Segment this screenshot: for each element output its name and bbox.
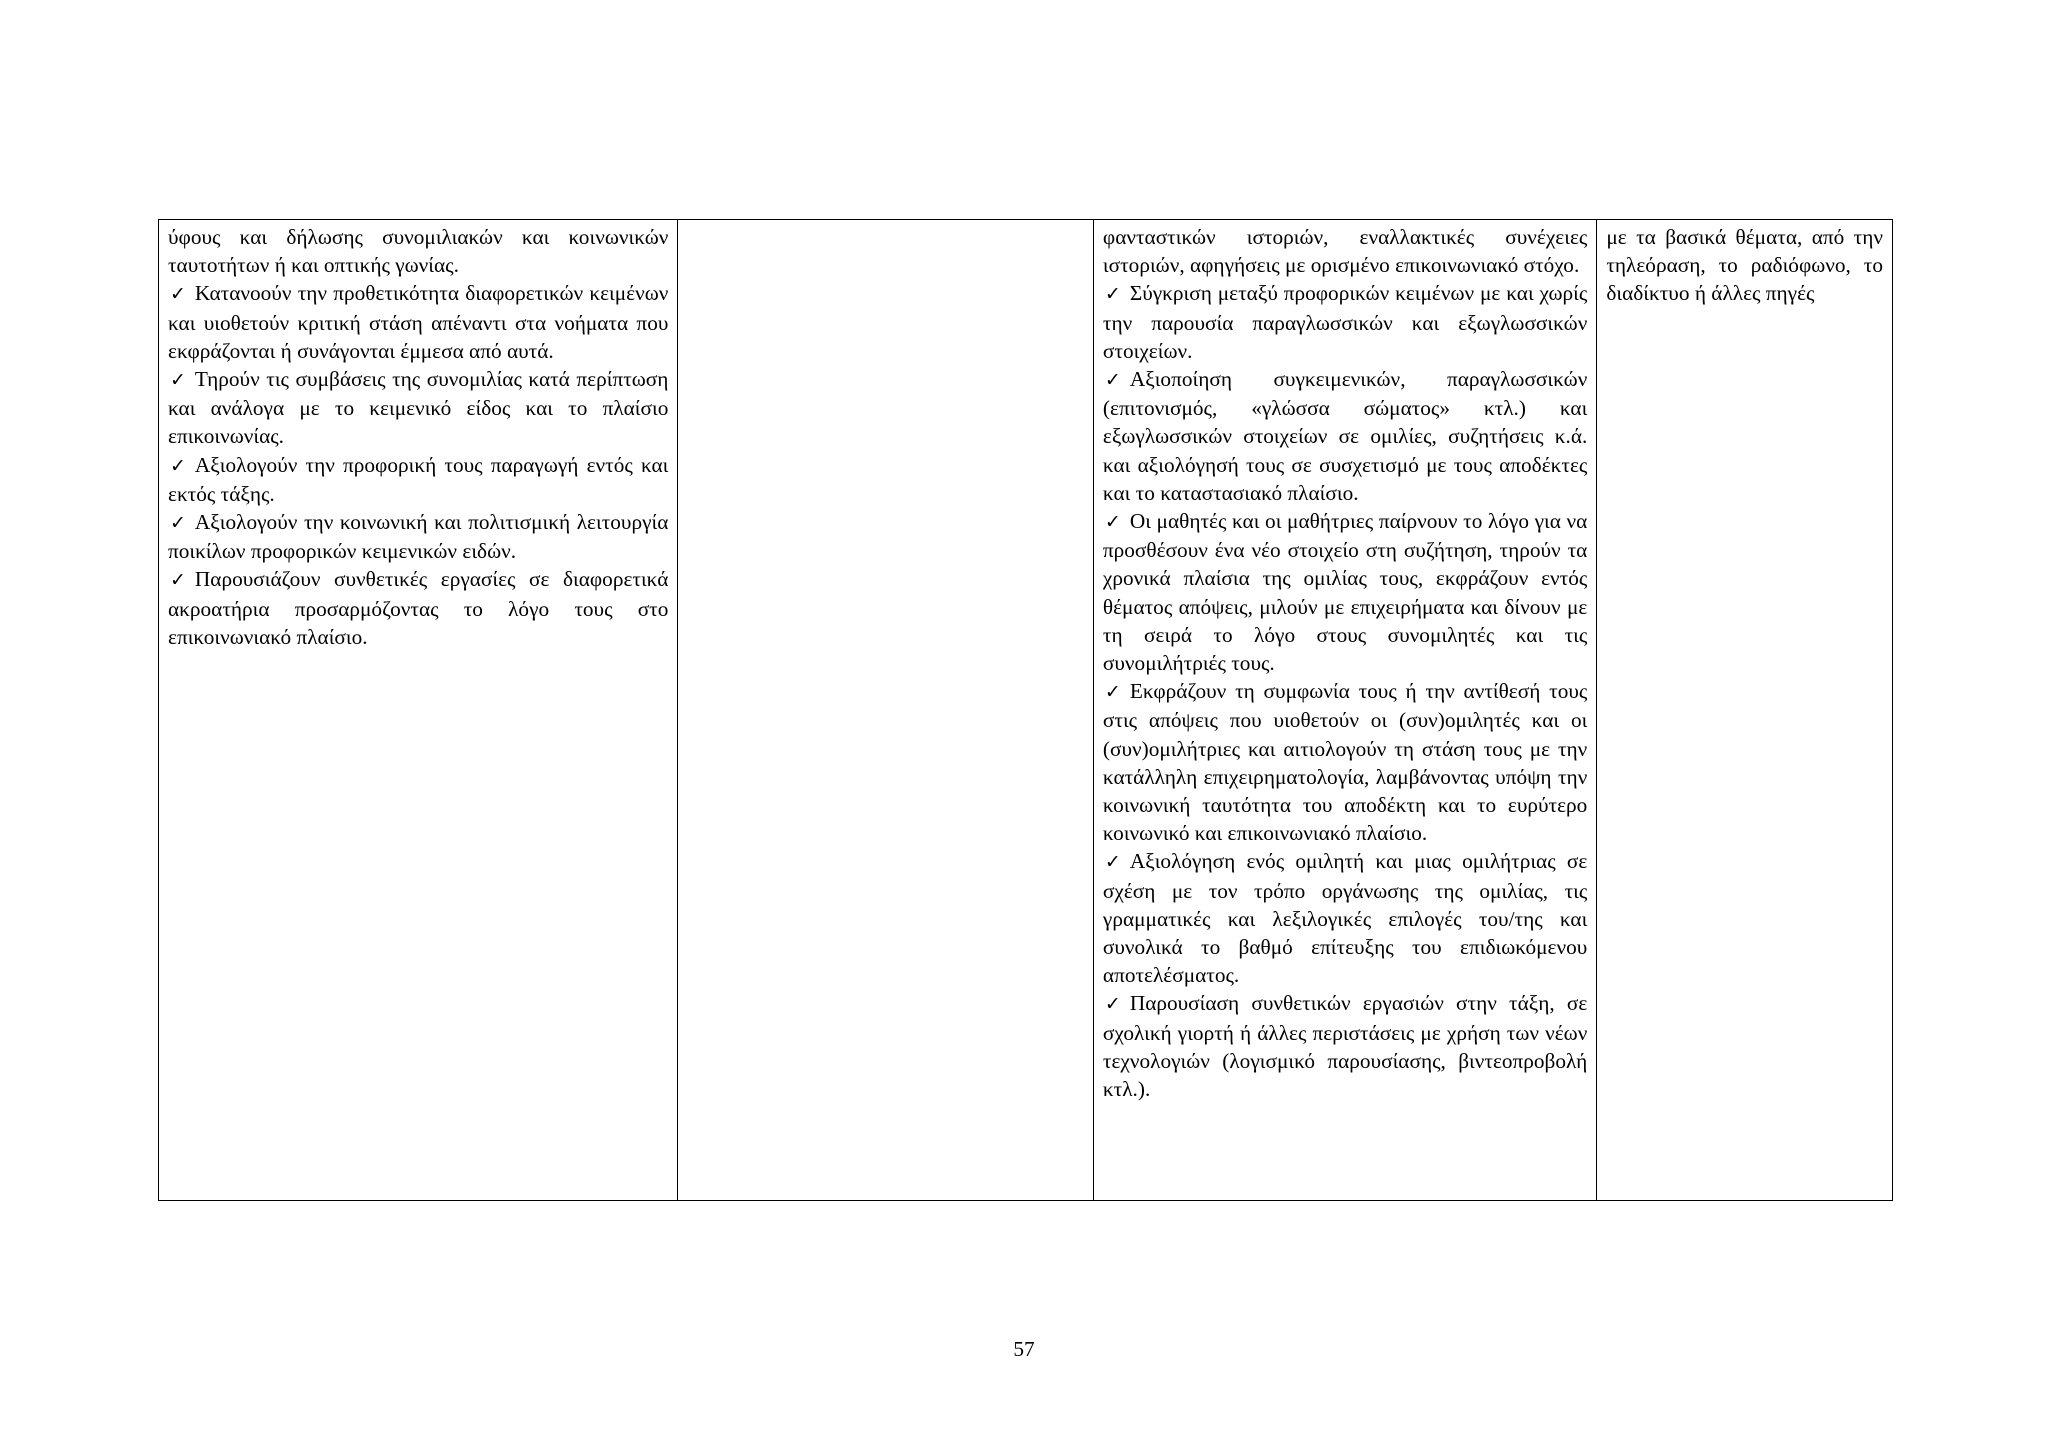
list-item-text: Αξιολογούν την προφορική τους παραγωγή εντός και εκτός τάξης.	[168, 452, 669, 506]
page-number: 57	[1013, 1337, 1035, 1361]
list-item	[1103, 279, 1587, 365]
checkmark-icon: ✓	[170, 512, 186, 535]
list-item-text: Σύγκριση μεταξύ προφορικών κειμένων με και χωρίς την παρουσία παραγλωσσικών και εξωγλωσσικών στοιχείων.	[1102, 281, 1588, 363]
checkmark-icon: ✓	[170, 283, 186, 306]
table-cell-activities	[1094, 220, 1597, 1200]
curriculum-table	[158, 219, 1893, 1201]
cell-text: με τα βασικά θέματα, από την τηλεόραση, το ραδιόφωνο, το διαδίκτυο ή άλλες πηγές	[1606, 225, 1883, 306]
table-cell-learning-outcomes	[159, 220, 678, 1200]
list-item	[168, 365, 668, 451]
cell-intro-text: φανταστικών ιστοριών, εναλλακτικές συνέχειες ιστοριών, αφηγήσεις με ορισμένο επικοινωνιακό στόχο.	[1102, 225, 1588, 278]
list-item-text: Εκφράζουν τη συμφωνία τους ή την αντίθεσή τους στις απόψεις που υιοθετούν οι (συν)ομιλητές και οι (συν)ομιλήτριες και αιτιολογούν τη στάση τους με την κατάλληλη επιχειρηματολογία, λαμβάνοντας υπόψη την κοινωνική ταυτότητα του αποδέκτη και το ευρύτερο κοινωνικό και επικοινωνιακό πλαίσιο.	[1102, 679, 1588, 846]
list-item	[168, 451, 668, 508]
list-item	[1103, 365, 1587, 507]
checkmark-icon: ✓	[1104, 369, 1121, 392]
list-item	[168, 565, 668, 651]
list-item-text: Τηρούν τις συμβάσεις της συνομιλίας κατά περίπτωση και ανάλογα με το κειμενικό είδος και το πλαίσιο επικοινωνίας.	[168, 367, 669, 449]
list-item-text: Κατανοούν την προθετικότητα διαφορετικών κειμένων και υιοθετούν κριτική στάση απέναντι στα νοήματα που εκφράζονται ή συνάγονται έμμεσα από αυτά.	[168, 281, 669, 363]
list-item	[1103, 847, 1587, 989]
cell-intro-text: ύφους και δήλωσης συνομιλιακών και κοινωνικών ταυτοτήτων ή και οπτικής γωνίας.	[168, 225, 669, 278]
checkmark-icon: ✓	[170, 454, 186, 477]
list-item-text: Αξιοποίηση συγκειμενικών, παραγλωσσικών (επιτονισμός, «γλώσσα σώματος» κτλ.) και εξωγλωσσικών στοιχείων σε ομιλίες, συζητήσεις κ.ά. και αξιολόγησή τους σε συσχετισμό με τους αποδέκτες και το καταστασιακό πλαίσιο.	[1102, 367, 1588, 505]
checkmark-icon: ✓	[1104, 681, 1121, 704]
list-item	[1103, 507, 1587, 677]
list-item	[1103, 677, 1587, 847]
table-cell-resources	[1597, 220, 1892, 1200]
list-item-text: Αξιολογούν την κοινωνική και πολιτισμική λειτουργία ποικίλων προφορικών κειμενικών ειδών.	[168, 510, 669, 564]
checkmark-icon: ✓	[1104, 511, 1121, 534]
checkmark-icon: ✓	[1104, 283, 1121, 306]
checkmark-icon: ✓	[170, 369, 186, 392]
table-cell-empty	[678, 220, 1094, 1200]
list-item-text: Παρουσίαση συνθετικών εργασιών στην τάξη, σε σχολική γιορτή ή άλλες περιστάσεις με χρήση των νέων τεχνολογιών (λογισμικό παρουσίασης, βιντεοπροβολή κτλ.).	[1102, 991, 1588, 1102]
list-item-text: Αξιολόγηση ενός ομιλητή και μιας ομιλήτριας σε σχέση με τον τρόπο οργάνωσης της ομιλίας, τις γραμματικές και λεξιλογικές επιλογές του/της και συνολικά το βαθμό επίτευξης του επιδιωκόμενου αποτελέσματος.	[1102, 849, 1588, 988]
list-item-text: Οι μαθητές και οι μαθήτριες παίρνουν το λόγο για να προσθέσουν ένα νέο στοιχείο στη συζήτηση, τηρούν τα χρονικά πλαίσια της ομιλίας τους, εκφράζουν εντός θέματος απόψεις, μιλούν με επιχειρήματα και δίνουν με τη σειρά το λόγο στους συνομιλητές και τις συνομιλήτριές τους.	[1102, 509, 1588, 676]
list-item	[168, 279, 668, 365]
list-item-text: Παρουσιάζουν συνθετικές εργασίες σε διαφορετικά ακροατήρια προσαρμόζοντας το λόγο τους στο επικοινωνιακό πλαίσιο.	[168, 567, 669, 649]
checkmark-icon: ✓	[170, 569, 186, 592]
list-item	[168, 508, 668, 565]
checkmark-icon: ✓	[1104, 993, 1121, 1016]
list-item	[1103, 989, 1587, 1103]
checkmark-icon: ✓	[1104, 851, 1121, 874]
